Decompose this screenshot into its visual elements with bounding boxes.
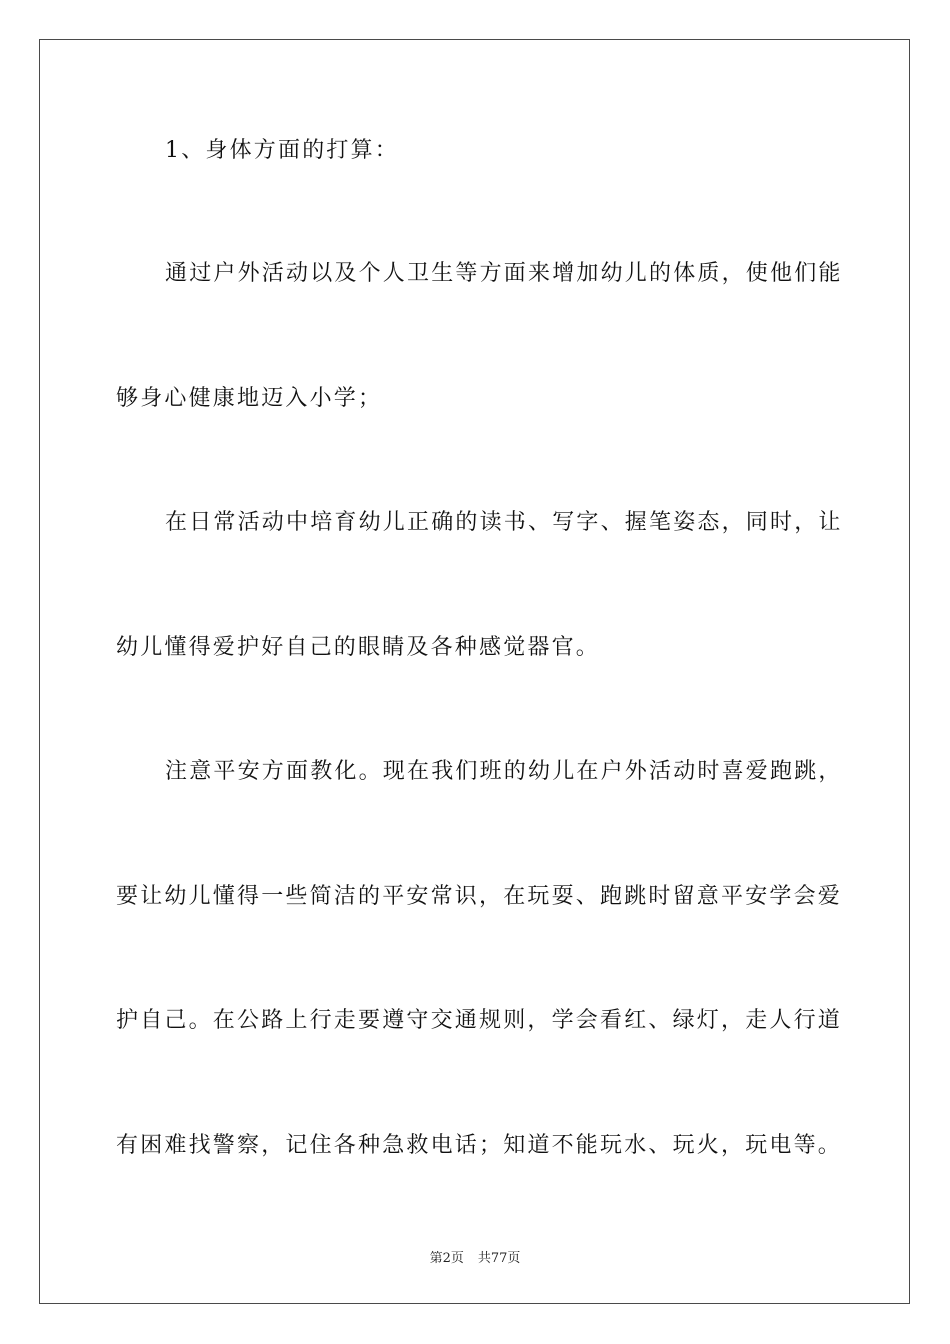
paragraph-line: 注意平安方面教化。现在我们班的幼儿在户外活动时喜爱跑跳， (165, 759, 843, 784)
paragraph-line: 够身心健康地迈入小学； (116, 386, 383, 411)
paragraph-line: 要让幼儿懂得一些简洁的平安常识，在玩耍、跑跳时留意平安学会爱 (116, 884, 843, 909)
paragraph-line: 护自己。在公路上行走要遵守交通规则，学会看红、绿灯，走人行道 (116, 1008, 843, 1033)
page-number: 第2页 (429, 1251, 464, 1266)
page-footer (0, 1247, 950, 1266)
page-total: 共77页 (477, 1251, 521, 1266)
page-frame (39, 39, 910, 1304)
paragraph-line: 幼儿懂得爱护好自己的眼睛及各种感觉器官。 (116, 635, 601, 660)
paragraph-line: 在日常活动中培育幼儿正确的读书、写字、握笔姿态，同时，让 (165, 510, 843, 535)
section-heading: 1、身体方面的打算： (165, 138, 399, 163)
paragraph-line: 有困难找警察，记住各种急救电话；知道不能玩水、玩火，玩电等。 (116, 1133, 843, 1158)
paragraph-line: 通过户外活动以及个人卫生等方面来增加幼儿的体质，使他们能 (165, 261, 843, 286)
